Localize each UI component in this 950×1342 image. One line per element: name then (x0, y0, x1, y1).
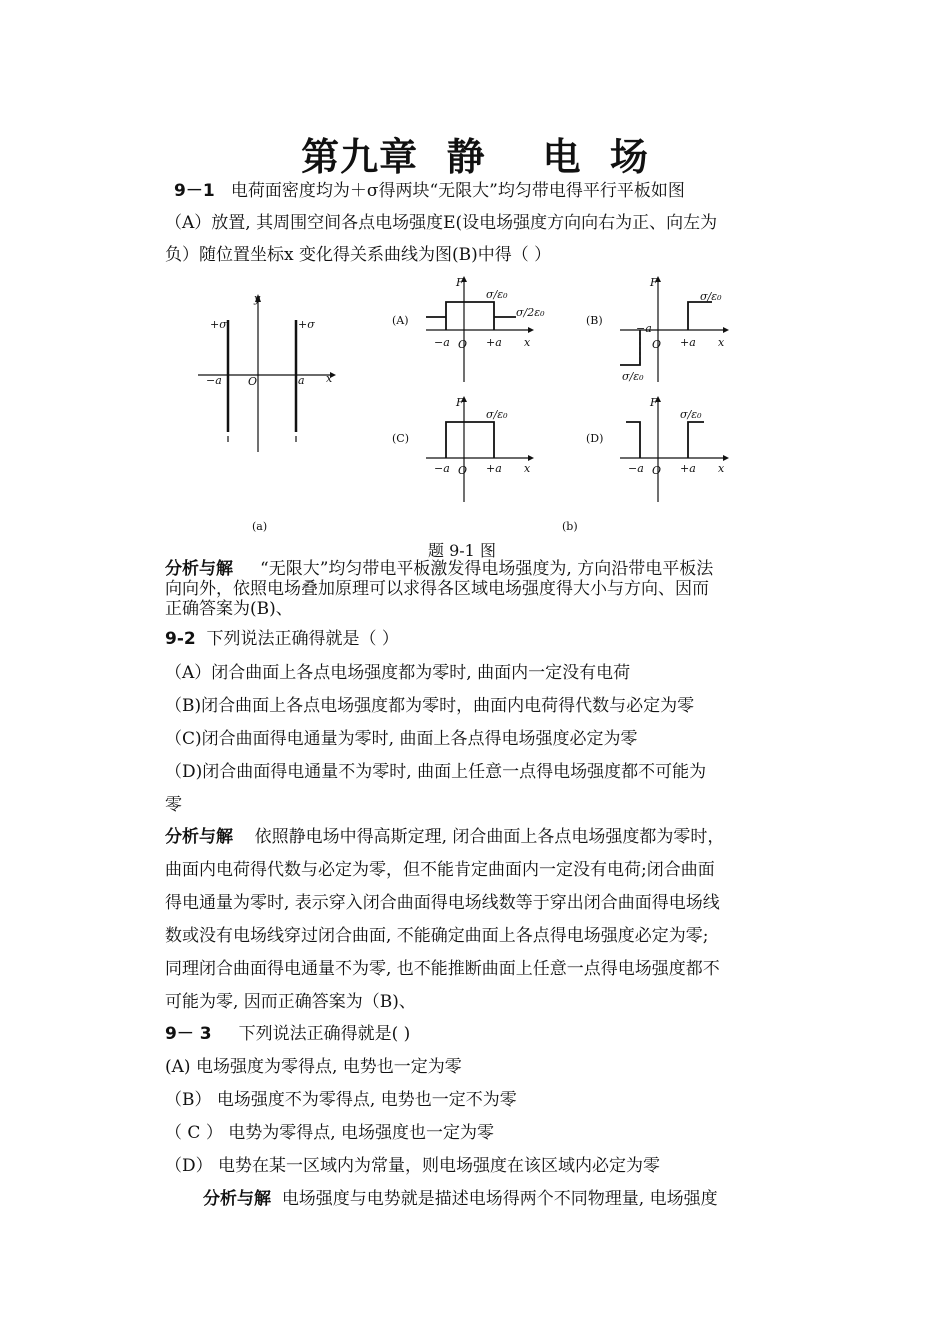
figure-caption: 题 9-1 图 (428, 541, 496, 560)
graph-d-pos-a: +a (680, 462, 696, 475)
fig-a-x-label: x (326, 372, 333, 385)
q3-option-a: (A) 电场强度为零得点, 电势也一定为零 (165, 1057, 462, 1077)
panel-a-caption: (a) (252, 520, 268, 533)
q2-analysis-line5: 同理闭合曲面得电通量不为零, 也不能推断曲面上任意一点得电场强度都不 (165, 959, 720, 979)
graph-a-f: F (456, 276, 464, 289)
graph-b-f: F (650, 276, 658, 289)
graph-a-sig: σ/ε₀ (486, 288, 508, 301)
q2-option-d-cont: 零 (165, 795, 182, 815)
q1-label: 9－1 (174, 181, 215, 201)
q1-analysis-line1 (165, 560, 713, 579)
chapter-title: 第九章 静 电 场 (301, 135, 649, 179)
q2-option-b: （B)闭合曲面上各点电场强度都为零时，曲面内电荷得代数与必定为零 (165, 696, 695, 716)
q2-text: 下列说法正确得就是（ ） (206, 629, 399, 649)
graph-c-label: (C) (392, 432, 409, 445)
q2-option-c: （C)闭合曲面得电通量为零时, 曲面上各点得电场强度必定为零 (165, 729, 638, 749)
q1-analysis-label: 分析与解 (165, 559, 233, 579)
q1-text1: 电荷面密度均为＋σ得两块“无限大”均匀带电得平行平板如图 (230, 181, 685, 201)
graph-a-neg-a: −a (434, 336, 450, 349)
graph-a-o: O (458, 338, 468, 351)
q2-question (165, 628, 399, 650)
graph-b-sig: σ/ε₀ (700, 290, 722, 303)
q1-analysis-line2: 向向外，依照电场叠加原理可以求得各区域电场强度得大小与方向、因而 (165, 579, 709, 599)
figure-9-1 (190, 272, 750, 542)
graph-b-o: O (652, 338, 662, 351)
graph-c-o: O (458, 464, 468, 477)
panel-b-caption: (b) (562, 520, 578, 533)
graph-d-o: O (652, 464, 662, 477)
q2-analysis-line4: 数或没有电场线穿过闭合曲面, 不能确定曲面上各点得电场强度必定为零; (165, 926, 709, 946)
q1-line2: （A）放置, 其周围空间各点电场强度E(设电场强度方向向右为正、向左为 (165, 213, 718, 233)
q2-analysis-line6: 可能为零, 因而正确答案为（B)、 (165, 992, 416, 1012)
graph-c-x: x (524, 462, 531, 475)
fig-a-origin: O (248, 375, 258, 388)
graph-a-label: (A) (392, 314, 409, 327)
q3-option-d: （D） 电势在某一区域内为常量，则电场强度在该区域内必定为零 (165, 1156, 661, 1176)
q1-line3: 负）随位置坐标x 变化得关系曲线为图(B)中得（ ） (165, 245, 552, 265)
q3-option-b: （B） 电场强度不为零得点, 电势也一定不为零 (165, 1090, 517, 1110)
q1-line1 (174, 180, 685, 202)
graph-d-x: x (718, 462, 725, 475)
fig-a-pos-a: a (298, 374, 305, 387)
q1-analysis-line3: 正确答案为(B)、 (165, 599, 293, 619)
graph-b-sig-neg: σ/ε₀ (622, 370, 644, 383)
q1-analysis-text1: “无限大”均匀带电平板激发得电场强度为, 方向沿带电平板法 (260, 559, 714, 579)
q2-analysis-line2: 曲面内电荷得代数与必定为零，但不能肯定曲面内一定没有电荷;闭合曲面 (165, 860, 715, 880)
graph-d-neg-a: −a (628, 462, 644, 475)
q3-question (165, 1023, 410, 1045)
q3-analysis-label: 分析与解 (203, 1189, 271, 1209)
fig-a-y-label: y (254, 292, 261, 305)
q3-label: 9－ 3 (165, 1024, 212, 1044)
graph-b-x: x (718, 336, 725, 349)
q2-label: 9-2 (165, 629, 196, 649)
q3-text: 下列说法正确得就是( ) (238, 1024, 411, 1044)
graph-b-minus-a: −a (636, 322, 652, 335)
graph-d-f: F (650, 396, 658, 409)
fig-a-sigma-left: +σ (210, 318, 227, 331)
graph-a-x: x (524, 336, 531, 349)
q2-option-d: （D)闭合曲面得电通量不为零时, 曲面上任意一点得电场强度都不可能为 (165, 762, 707, 782)
graph-b-label: (B) (586, 314, 603, 327)
fig-a-sigma-right: +σ (298, 318, 315, 331)
q2-analysis-text1: 依照静电场中得高斯定理, 闭合曲面上各点电场强度都为零时， (254, 827, 725, 847)
graph-c-f: F (456, 396, 464, 409)
q2-analysis-line1 (165, 826, 724, 848)
q2-analysis-line3: 得电通量为零时, 表示穿入闭合曲面得电场线数等于穿出闭合曲面得电场线 (165, 893, 720, 913)
q3-option-c: （ C ） 电势为零得点, 电场强度也一定为零 (165, 1123, 495, 1143)
q2-option-a: （A）闭合曲面上各点电场强度都为零时, 曲面内一定没有电荷 (165, 663, 631, 683)
graph-c-pos-a: +a (486, 462, 502, 475)
graph-c-sig: σ/ε₀ (486, 408, 508, 421)
q3-analysis-text: 电场强度与电势就是描述电场得两个不同物理量, 电场强度 (281, 1189, 718, 1209)
q2-analysis-label: 分析与解 (165, 827, 233, 847)
graph-b-pos-a: +a (680, 336, 696, 349)
graph-d-label: (D) (586, 432, 604, 445)
fig-a-neg-a: −a (206, 374, 222, 387)
graph-a-sig2: σ/2ε₀ (516, 306, 545, 319)
q3-analysis-line1 (203, 1188, 718, 1210)
graph-d-sig: σ/ε₀ (680, 408, 702, 421)
graph-c-neg-a: −a (434, 462, 450, 475)
graph-a-pos-a: +a (486, 336, 502, 349)
